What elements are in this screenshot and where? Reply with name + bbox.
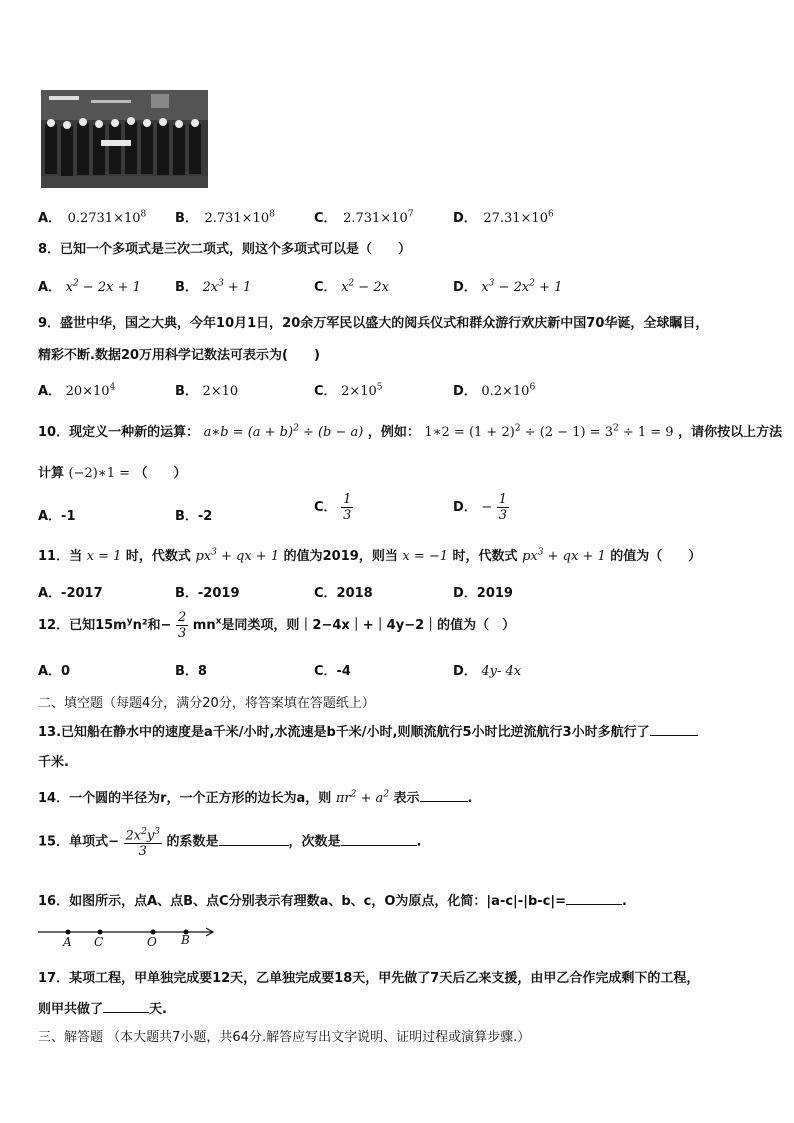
option-label: D． [453,664,477,679]
option-label: C． [314,211,337,226]
parade-photo [41,90,208,188]
option-label: A． [38,280,62,295]
q13-stem-line1 [38,721,698,740]
section-3-heading: 三、解答题 （本大题共7小题，共64分.解答应写出文字说明、证明过程或演算步骤.） [38,1030,531,1045]
q16-stem [38,890,627,909]
fraction [176,610,188,641]
denominator: 3 [343,508,352,523]
fraction [341,492,353,523]
option-value: 0.2731×10 [67,211,141,226]
q9-stem-line2: 精彩不断.数据20万用科学记数法可表示为( ) [38,348,320,363]
expression: $\pi r^2 + a^2$ [335,789,389,806]
option-exponent: 8 [269,209,275,220]
stem-text: . [467,791,473,806]
q15-stem [38,825,421,859]
option-label: B． [175,280,198,295]
q12-option-a: A．0 [38,664,71,679]
stem-text: 12．已知15m [38,618,127,633]
stem-text: 时，代数式 [452,549,518,564]
stem-text: 计算 [38,466,65,481]
answer-blank[interactable] [103,1000,149,1013]
option-label: D． [453,384,477,399]
q9-option-b [175,380,238,399]
option-value: 2.731×10 [204,211,270,226]
answer-blank[interactable] [650,723,698,736]
expression: $px^3$ + qx + 1 [522,547,606,564]
expression: (−2)∗1 = [68,466,130,481]
point-label-c: C [94,935,104,949]
stem-text: 时，代数式 [125,549,191,564]
fraction [497,492,509,523]
denominator: 3 [498,508,508,523]
option-formula: $2x^3 + 1$ [202,278,252,295]
option-value: 0.2×10 [481,384,530,399]
stem-text: 的值为2019，则当 [283,549,398,564]
expression: $px^3$ + qx + 1 [195,547,280,564]
option-formula: $x^3 - 2x^2 + 1$ [481,278,563,295]
section-2-heading: 二、填空题（每题4分，满分20分，将答案填在答题纸上） [38,696,375,711]
q12-option-d [453,660,521,679]
numerator: 1 [343,492,352,507]
stem-text: 11．当 [38,549,83,564]
option-exponent: 8 [140,209,147,220]
fraction [124,825,162,859]
stem-text: n²和− [132,618,172,633]
stem-text: ，例如： [367,425,420,440]
stem-text: 的值为（ ） [610,549,702,564]
stem-text: 的系数是 [166,834,219,850]
number-line [36,922,218,952]
q8-option-b [175,276,251,295]
stem-text: 10．现定义一种新的运算： [38,425,200,440]
answer-blank[interactable] [566,892,622,905]
numerator: 2 [177,610,187,625]
q10-stem-line1 [38,421,782,440]
option-label: B． [175,211,198,226]
degree-blank[interactable] [341,833,417,846]
option-label: A． [38,211,62,226]
q12-option-b: B．8 [175,664,207,679]
option-label: A． [38,384,62,399]
stem-text: 表示 [393,791,420,806]
option-value: 20×10 [65,384,110,399]
option-label: C． [314,384,337,399]
coefficient-blank[interactable] [219,833,289,846]
q7-option-b [175,207,275,226]
numerator: 1 [498,492,508,507]
q8-option-c [314,276,389,295]
option-label: D． [453,280,477,295]
q10-option-c [314,492,353,523]
option-label: C． [314,280,337,295]
minus-sign: − [481,500,493,515]
option-exponent: 6 [529,382,536,393]
point-label-a: A [63,935,72,949]
q8-stem: 8．已知一个多项式是三次二项式，则这个多项式可以是（ ） [38,242,412,257]
option-value: 4y- 4x [481,664,522,679]
q13-stem-line2: 千米. [38,755,69,770]
stem-text: 是同类项，则｜2−4x｜+｜4y−2｜的值为（ ） [221,618,516,633]
condition: x = −1 [402,549,449,564]
stem-text: ，次数是 [288,834,341,850]
q11-option-a: A．-2017 [38,586,103,601]
stem-text: . [622,894,627,909]
q11-option-b: B．-2019 [175,586,240,601]
stem-text: mn [192,618,216,633]
option-value: 2.731×10 [343,211,408,226]
q10-option-d [453,492,509,523]
q8-option-d [453,276,562,295]
q9-option-a [38,380,115,399]
denominator: 3 [177,626,187,641]
q7-option-a [38,207,146,226]
option-exponent: 7 [407,209,414,220]
option-value: 2×10 [341,384,377,399]
point-label-b: B [181,933,190,947]
stem-text: 16．如图所示，点A、点B、点C分别表示有理数a、b、c，O为原点，化简：|a-c|-|b-c|= [38,894,566,909]
stem-text: 天. [149,1002,167,1017]
condition: x = 1 [86,549,122,564]
option-value: 2×10 [202,384,239,399]
q7-option-c [314,207,413,226]
q17-stem-line2 [38,998,167,1017]
option-label: D． [453,211,477,226]
option-label: D． [453,500,477,515]
q10-option-b: B．-2 [175,509,213,524]
stem-text: 14．一个圆的半径为r，一个正方形的边长为a，则 [38,791,332,806]
q12-option-c: C．-4 [314,664,351,679]
q11-option-d: D．2019 [453,586,513,601]
q9-option-c [314,380,383,399]
q10-stem-line2 [38,462,187,481]
option-label: C． [314,500,337,515]
stem-text: 则甲共做了 [38,1002,104,1017]
option-value: 27.31×10 [483,211,548,226]
q9-stem-line1: 9．盛世中华，国之大典，今年10月1日，20余万军民以盛大的阅兵仪式和群众游行欢庆新中国70华诞，全球瞩目， [38,316,709,331]
option-formula: $x^2 - 2x$ [341,278,389,295]
stem-text: . [416,834,422,850]
operation-example: 1∗2 = $(1 + 2)^2 \div (2 - 1) = 3^2 \div 1 = 9$ [424,423,674,440]
stem-text: 15．单项式− [38,834,119,850]
q17-stem-line1: 17．某项工程，甲单独完成要12天，乙单独完成要18天，甲先做了7天后乙来支援，由甲乙合作完成剩下的工程， [38,971,700,986]
q11-option-c: C．2018 [314,586,373,601]
q10-option-a: A．-1 [38,509,76,524]
denominator: 3 [138,844,147,860]
option-exponent: 6 [547,209,554,220]
q8-option-a [38,276,141,295]
operation-definition: a∗b = $(a + b)^2 \div (b - a)$ [203,423,364,440]
q9-option-d [453,380,535,399]
option-label: B． [175,384,198,399]
q11-stem [38,545,701,564]
stem-text: （ ） [134,466,187,481]
option-exponent: 4 [109,382,116,393]
option-formula: $x^2 - 2x + 1$ [65,278,141,295]
point-label-o: O [147,935,157,949]
stem-text: ，请你按以上方法 [678,425,783,440]
stem-text: 13.已知船在静水中的速度是a千米/小时,水流速是b千米/小时,则顺流航行5小时比逆流航行3小时多航行了 [38,725,650,740]
q14-stem [38,787,472,806]
q12-stem: 12．已知$15m^yn^2$和− $\frac{2}{3}$ $mn^x$是同类项，则｜2−4x｜+｜4y−2｜的值为（ ） [38,610,516,641]
numerator: $2x^2y^3$ [125,827,160,844]
option-exponent: 5 [376,382,383,393]
answer-blank[interactable] [420,789,468,802]
q7-option-d [453,207,554,226]
